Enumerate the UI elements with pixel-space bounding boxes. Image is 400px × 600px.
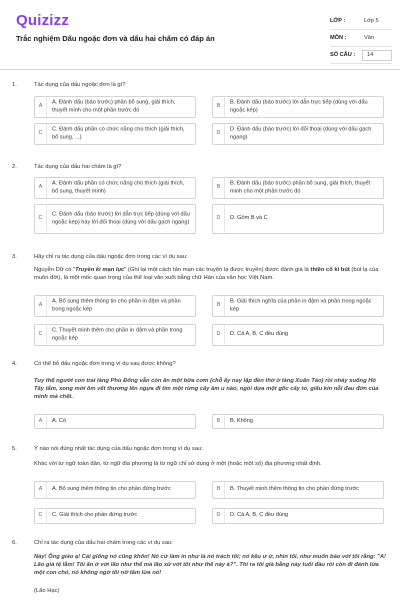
question-number: 1.	[12, 82, 17, 88]
option-a[interactable]	[34, 177, 196, 199]
meta-grade	[330, 13, 392, 30]
question-text: Tác dụng của dấu ngoặc đơn là gì?	[34, 82, 126, 88]
option-d[interactable]	[212, 324, 384, 346]
passage-italic-bold: Truyền kì mạn lục	[75, 267, 125, 273]
option-text: A. Bổ sung thêm thông tin cho phần in đậm và phần trong ngoặc kép	[52, 298, 181, 312]
option-letter: A	[35, 178, 47, 198]
option-text: D. Đánh dấu (báo trước) lời đối thoại (dùng với dấu gạch ngang)	[230, 126, 372, 140]
passage-part: Nguyễn Dữ có "	[34, 267, 76, 273]
worksheet-title: Trắc nghiệm Dấu ngoặc đơn và dấu hai chấm có đáp án	[16, 34, 215, 43]
question-number: 4.	[12, 361, 17, 367]
option-letter: B	[213, 97, 225, 117]
question-number: 5.	[12, 446, 17, 452]
option-text: C. Giải thích cho phần đứng trước	[52, 512, 138, 519]
option-d[interactable]	[212, 508, 384, 524]
meta-grade-value: Lớp 5	[364, 18, 379, 24]
option-c[interactable]	[34, 508, 196, 524]
option-text: A. Có	[52, 417, 66, 424]
question-passage: Khác với tư ngữ toàn dân, từ ngữ địa phương là từ ngữ chỉ sử dụng ở một (hoặc một số) địa phương nhất định.	[34, 461, 322, 467]
option-letter: D	[213, 325, 225, 345]
meta-count-value: 14	[362, 50, 392, 61]
option-b[interactable]	[212, 295, 384, 317]
option-letter: B	[213, 178, 225, 198]
option-c[interactable]	[34, 324, 196, 346]
option-text: B. Giải thích nghĩa của phần in đậm và phần trong ngoặc kép	[230, 298, 372, 312]
option-letter: D	[213, 205, 225, 233]
option-text: D. Cả A, B, C đều đúng	[230, 331, 289, 338]
option-a[interactable]	[34, 295, 196, 317]
option-text: C. Đánh dấu phần có chức năng chú thích (giải thích, bổ sung, ...)	[52, 126, 185, 140]
option-d[interactable]	[212, 123, 384, 145]
quizizz-logo: Quizizz	[16, 12, 70, 29]
option-text: B. Thuyết minh thêm thông tin cho phần đứng trước	[230, 486, 359, 493]
option-a[interactable]	[34, 414, 196, 429]
option-letter: A	[35, 415, 47, 428]
passage-bold: thiên cổ kì bút	[310, 267, 350, 273]
question-text: Chỉ ra tác dụng của dấu hai chấm trong các ví dụ sau:	[34, 540, 173, 546]
meta-count-label: SỐ CÂU :	[330, 52, 356, 58]
option-a[interactable]	[34, 481, 196, 499]
question-number: 3.	[12, 254, 17, 260]
option-text: A. Đánh dấu (báo trước) phần bổ sung, giải thích, thuyết minh cho một phần trước đó	[52, 99, 176, 113]
option-letter: B	[213, 296, 225, 316]
option-c[interactable]	[34, 204, 196, 234]
option-b[interactable]	[212, 96, 384, 118]
question-text: Có thể bỏ dấu ngoặc đơn trong ví dụ sau được không?	[34, 361, 176, 367]
option-text: B. Đánh dấu (báo trước) phần bổ sung, giải thích, thuyết minh cho một phần trước đó	[230, 180, 371, 194]
option-letter: A	[35, 97, 47, 117]
option-letter: D	[213, 509, 225, 523]
option-text: D. Gồm B và C	[230, 215, 268, 222]
option-d[interactable]	[212, 204, 384, 234]
passage-part: " (Ghi lại một cách tản mạn các truyện lạ được truyền) được đánh giá là	[124, 267, 311, 273]
option-a[interactable]	[34, 96, 196, 118]
question-text: Hãy chỉ ra tác dụng của dấu ngoặc đơn trong các ví dụ sau:	[34, 254, 188, 260]
option-letter: C	[35, 325, 47, 345]
meta-subject-label: MÔN :	[330, 35, 347, 41]
option-letter: C	[35, 509, 47, 523]
option-b[interactable]	[212, 177, 384, 199]
option-text: A. Bổ sung thêm thông tin cho phần đứng trước	[52, 486, 171, 493]
option-letter: C	[35, 124, 47, 144]
question-passage: Tuy thế người con trai làng Phù Đổng vẫn còn ăn một bữa cơm (chỗ ấy nay lập đền thờ ở làng Xuân Tảo) rồi nhảy xuống Hồ Tây tắm, xong mới ôm vết thương lên ngựa đi tìm một rừng cây âm u nào, ngồi dựa một gốc cây to, giấu kín nỗi đau đớn của mình mà chết.	[34, 378, 379, 400]
option-text: A. Đánh dấu phần có chức năng chú thích (giải thích, bổ sung, thuyết minh)	[52, 180, 185, 194]
option-letter: B	[213, 482, 225, 498]
worksheet-header	[0, 0, 400, 70]
worksheet-meta	[330, 13, 392, 64]
question-text: Ý nào nói đúng nhất tác dụng của dấu ngoặc đơn trong ví dụ sau:	[34, 446, 203, 452]
question-passage	[34, 267, 386, 283]
option-letter: B	[213, 415, 225, 428]
question-text: Tác dụng của dấu hai chấm là gì?	[34, 164, 122, 170]
option-b[interactable]	[212, 414, 384, 429]
question-passage: Này! Ông giáo ạ! Cái giống nó cũng khôn! Nó cứ làm in như là nó trách tôi; nó kêu ư ử, nhìn tôi, như muốn bảo với tôi rằng: "A! Lão già tệ lắm! Tôi ăn ở với lão như thế mà lão xử với tôi như thế này à?". Thì ra tôi già bằng này tuổi đầu rồi còn đi đánh lừa một con chó, nó không ngờ tôi nỡ tâm lừa nó!	[34, 554, 386, 576]
question-number: 2.	[12, 164, 17, 170]
meta-subject	[330, 30, 392, 47]
meta-grade-label: LỚP :	[330, 18, 346, 24]
option-letter: C	[35, 205, 47, 233]
passage-part: (bút lạ của muôn đời), là một mốc quan trọng của thể loại văn xuôi bằng chữ Hán của văn học Việt Nam.	[34, 267, 379, 281]
option-text: B. Không	[230, 417, 254, 424]
option-letter: A	[35, 296, 47, 316]
option-text: B. Đánh dấu (báo trước) lời dẫn trực tiếp (dùng với dấu ngoặc kép)	[230, 99, 368, 113]
option-c[interactable]	[34, 123, 196, 145]
question-number: 6.	[12, 540, 17, 546]
option-text: D. Cả A, B, C đều đúng	[230, 512, 289, 519]
meta-question-count	[330, 47, 392, 64]
option-b[interactable]	[212, 481, 384, 499]
option-letter: A	[35, 482, 47, 498]
option-letter: D	[213, 124, 225, 144]
meta-subject-value: Văn	[364, 35, 374, 41]
passage-source: (Lão Hạc)	[34, 588, 60, 594]
option-text: C. Đánh dấu (báo trước) lời dẫn trực tiếp (dùng với dấu ngoặc kép) hay lời đối thoại (dùng với dấu gạch ngang)	[52, 211, 190, 225]
option-text: C. Thuyết minh thêm cho phần in đậm và phần trong ngoặc kép	[52, 327, 183, 341]
